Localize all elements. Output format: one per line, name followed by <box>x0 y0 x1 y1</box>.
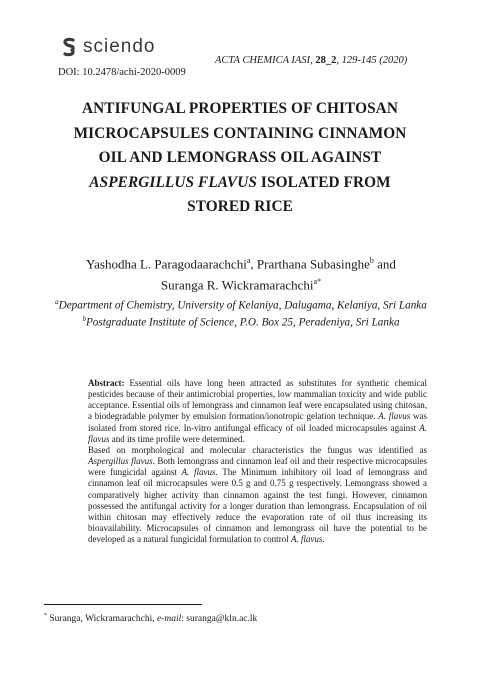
footnote-mark: * <box>44 613 47 619</box>
journal-name: ACTA CHEMICA IASI <box>215 55 311 66</box>
author-2-affil: b <box>369 256 374 265</box>
abstract-text: . The Minimum inhibitory oil load of lemongrass and cinnamon leaf oil microcapsules were 0.5 g and 0.75 g respectively. Lemongrass showed a comparatively higher activity than cinnamon against the test fungi. However, cinnamon possessed the antifungal activity for a longer duration than lemongrass. Encapsulation of oil within chitosan may effectively reduce the evaporation rate of oil thus increasing its bioavailability. Microcapsules of cinnamon and lemongrass oil have the potential to be developed as a natural fungicidal formulation to control <box>88 467 428 545</box>
author-1: Yashodha L. Paragodaarachchi <box>86 256 247 272</box>
species-name: Aspergillus flavus <box>88 456 153 467</box>
author-3-affil: a* <box>313 277 322 287</box>
title-line-4-rest: ISOLATED FROM <box>257 173 391 191</box>
affiliation-a-mark: a <box>55 298 59 306</box>
affiliation-b <box>52 313 430 330</box>
abstract-paragraph-2 <box>88 445 427 545</box>
sciendo-logo-icon <box>61 37 77 57</box>
journal-pages: , 129-145 (2020) <box>336 55 408 66</box>
corresponding-author-footnote <box>44 613 257 624</box>
affiliation-b-mark: b <box>82 315 86 324</box>
abstract-label: Abstract: <box>88 378 125 388</box>
journal-volume: 28_2 <box>315 55 337 66</box>
abstract-text: was isolated from stored rice. In-vitro antifungal efficacy of oil loaded microcapsules against <box>88 411 428 433</box>
title-line-5: STORED RICE <box>187 198 293 215</box>
title-line-4 <box>45 171 435 196</box>
footnote-email-label: e-mail <box>156 614 182 625</box>
author-list <box>50 252 432 295</box>
footnote-email[interactable]: : suranga@kln.ac.lk <box>181 614 258 625</box>
abstract-text: . <box>322 534 325 545</box>
journal-citation: ACTA CHEMICA IASI, 28_2, 129-145 (2020) <box>215 55 408 66</box>
abstract-text: Essential oils have long been attracted as substitutes for synthetic chemical pesticides because of their antimicrobial properties, low mammalian toxicity and wide public acceptance. Essential oils of lemongrass and cinnamon leaf were encapsulated using chitosan, a biodegradable polymer by emulsion formation/ionotropic gelation technique. <box>88 378 427 422</box>
affiliations <box>52 296 430 330</box>
species-name: A. flavus <box>88 422 427 444</box>
publisher-logo <box>61 36 156 58</box>
affiliation-a <box>52 296 430 313</box>
author-sep: and <box>373 256 396 272</box>
author-2: , Prarthana Subasinghe <box>250 256 370 272</box>
title-line-3: OIL AND LEMONGRASS OIL AGAINST <box>98 149 382 166</box>
abstract <box>88 378 427 545</box>
paper-title <box>45 97 435 220</box>
species-name: A. flavus <box>290 534 323 545</box>
footnote-divider <box>44 604 202 605</box>
author-3: Suranga R. Wickramarachchi <box>160 277 314 293</box>
doi: DOI: 10.2478/achi-2020-0009 <box>58 67 186 78</box>
abstract-paragraph-1 <box>88 378 427 445</box>
title-line-1: ANTIFUNGAL PROPERTIES OF CHITOSAN <box>82 100 398 117</box>
affiliation-a-text: Department of Chemistry, University of Kelaniya, Dalugama, Kelaniya, Sri Lanka <box>58 299 427 312</box>
logo-text: sciendo <box>83 36 156 57</box>
species-name: A. flavus <box>378 411 411 422</box>
affiliation-b-text: Postgraduate Institute of Science, P.O. Box 25, Peradeniya, Sri Lanka <box>85 316 400 329</box>
author-1-affil: a <box>246 256 251 265</box>
abstract-text: Based on morphological and molecular characteristics the fungus was identified as <box>88 444 427 455</box>
species-name: A. flavus <box>181 467 216 478</box>
abstract-text: and its time profile were determined. <box>109 433 245 444</box>
title-line-2: MICROCAPSULES CONTAINING CINNAMON <box>73 124 407 142</box>
footnote-name: Suranga, Wickramarachchi, <box>47 614 157 625</box>
title-species: ASPERGILLUS FLAVUS <box>89 173 257 191</box>
abstract-text: . Both lemongrass and cinnamon leaf oil and their respective microcapsules were fungicidal against <box>88 456 427 478</box>
